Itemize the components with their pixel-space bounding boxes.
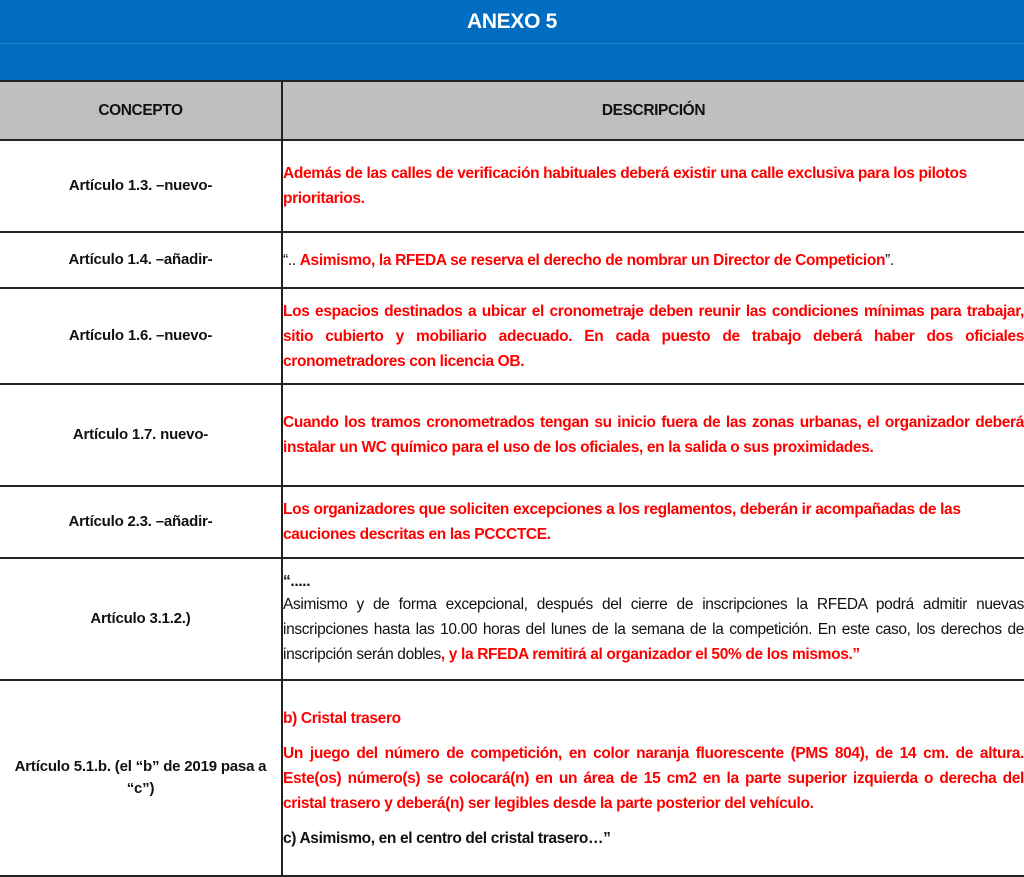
description-cell	[282, 486, 1024, 558]
concept-cell: Artículo 1.4. –añadir-	[0, 232, 282, 288]
description-highlight: , y la RFEDA remitirá al organizador el 50% de los mismos.”	[440, 645, 860, 663]
header-descripcion: DESCRIPCIÓN	[282, 81, 1024, 140]
annex-table	[0, 80, 1024, 877]
table-row	[0, 486, 1024, 558]
table-row	[0, 288, 1024, 384]
description-prefix: “..	[283, 251, 296, 269]
table-row	[0, 140, 1024, 232]
description-footer: c) Asimismo, en el centro del cristal trasero…”	[283, 829, 611, 847]
document-title: ANEXO 5	[466, 10, 558, 33]
table-header-row	[0, 81, 1024, 140]
description-text: Cuando los tramos cronometrados tengan su inicio fuera de las zonas urbanas, el organizador deberá instalar un WC químico para el uso de los oficiales, en la salida o sus proximidades.	[283, 414, 1024, 456]
description-suffix: ”.	[885, 251, 894, 269]
description-cell	[282, 288, 1024, 384]
description-text: Un juego del número de competición, en color naranja fluorescente (PMS 804), de 14 cm. de altura. Este(os) número(s) se colocará(n) en un área de 15 cm2 en la parte superior izquierda o derecha del cristal trasero y deberá(n) ser legibles desde la parte posterior del vehículo.	[283, 744, 1024, 812]
description-cell	[282, 140, 1024, 232]
concept-cell: Artículo 5.1.b. (el “b” de 2019 pasa a “c”)	[0, 680, 282, 876]
description-heading: b) Cristal trasero	[283, 709, 401, 727]
description-cell	[282, 232, 1024, 288]
description-text: Asimismo, la RFEDA se reserva el derecho de nombrar un Director de Competicion	[299, 251, 886, 269]
table-row	[0, 680, 1024, 876]
table-row	[0, 232, 1024, 288]
description-cell	[282, 384, 1024, 486]
concept-cell: Artículo 3.1.2.)	[0, 558, 282, 680]
title-banner	[0, 0, 1024, 80]
description-paragraph	[283, 592, 1024, 667]
concept-cell: Artículo 1.3. –nuevo-	[0, 140, 282, 232]
description-text: Asimismo y de forma excepcional, después del cierre de inscripciones la RFEDA podrá admitir nuevas inscripciones hasta las 10.00 horas del lunes de la semana de la competición. En este caso, los derechos de inscripción serán dobles	[283, 595, 1024, 663]
concept-cell: Artículo 1.7. nuevo-	[0, 384, 282, 486]
header-concepto: CONCEPTO	[0, 81, 282, 140]
description-cell	[282, 558, 1024, 680]
description-opening: “.....	[283, 572, 311, 590]
concept-cell: Artículo 1.6. –nuevo-	[0, 288, 282, 384]
table-row	[0, 558, 1024, 680]
description-cell	[282, 680, 1024, 876]
description-text: Los espacios destinados a ubicar el cronometraje deben reunir las condiciones mínimas para trabajar, sitio cubierto y mobiliario adecuado. En cada puesto de trabajo deberá haber dos oficiales cronometradores con licencia OB.	[283, 302, 1024, 370]
table-row	[0, 384, 1024, 486]
description-text: Además de las calles de verificación habituales deberá existir una calle exclusiva para los pilotos prioritarios.	[283, 165, 967, 207]
description-text: Los organizadores que soliciten excepciones a los reglamentos, deberán ir acompañadas de las cauciones descritas en las PCCCTCE.	[283, 501, 961, 543]
concept-cell: Artículo 2.3. –añadir-	[0, 486, 282, 558]
banner-divider	[0, 43, 1024, 44]
